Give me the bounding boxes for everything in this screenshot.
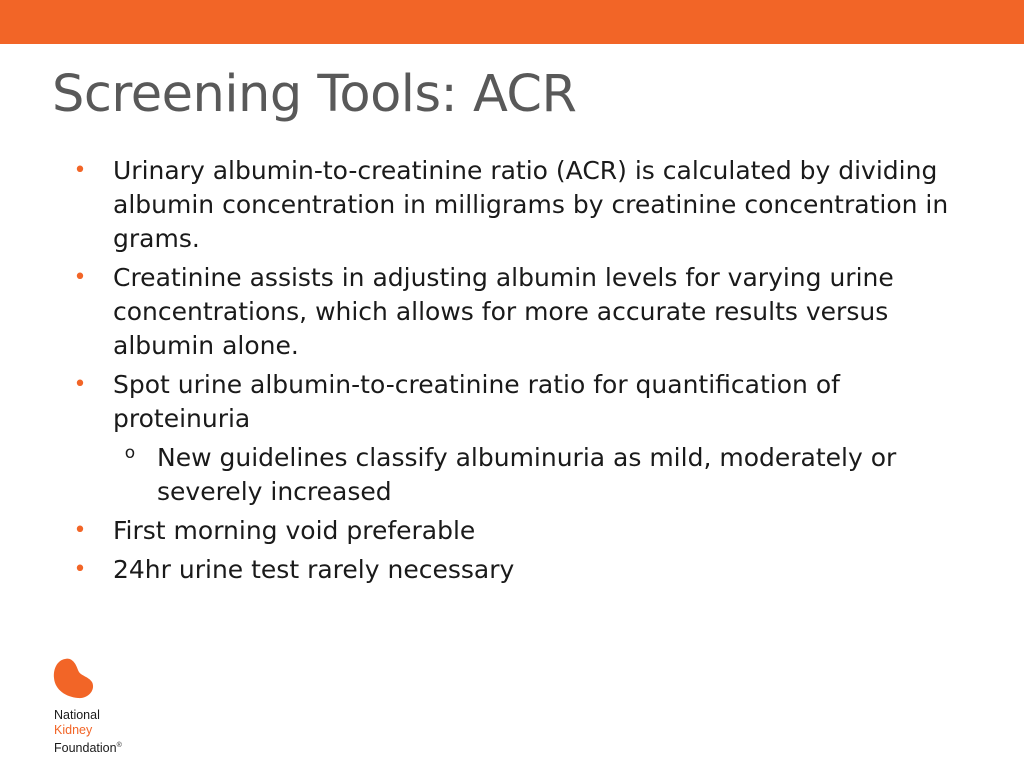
nkf-logo (52, 656, 162, 756)
logo-line-national: National (54, 708, 100, 722)
bullet-marker: • (73, 158, 87, 183)
bullet-text: Spot urine albumin-to-creatinine ratio for quantification of proteinuria (113, 370, 840, 433)
bullet-marker: • (73, 557, 87, 582)
logo-line-foundation (54, 738, 122, 756)
slide-title: Screening Tools: ACR (52, 65, 577, 124)
sub-bullet-item (0, 441, 1024, 509)
bullet-item (0, 154, 1024, 256)
bullet-item (0, 368, 1024, 436)
bullet-text: First morning void preferable (113, 516, 476, 545)
bullet-item (0, 553, 1024, 587)
bullet-text: Urinary albumin-to-creatinine ratio (ACR) is calculated by dividing albumin concentration in milligrams by creatinine concentration in grams. (113, 156, 949, 253)
registered-mark: ® (116, 742, 122, 749)
bullet-marker: • (73, 265, 87, 290)
sub-bullet-text: New guidelines classify albuminuria as mild, moderately or severely increased (157, 443, 897, 506)
bullet-text: 24hr urine test rarely necessary (113, 555, 515, 584)
sub-bullet-marker: o (124, 443, 136, 463)
logo-line-kidney: Kidney (54, 723, 93, 737)
bullet-list (0, 154, 1024, 592)
bullet-text: Creatinine assists in adjusting albumin levels for varying urine concentrations, which allows for more accurate results versus albumin alone. (113, 263, 894, 360)
bullet-item (0, 514, 1024, 548)
logo-wordmark (54, 708, 122, 756)
top-accent-bar (0, 0, 1024, 44)
bullet-marker: • (73, 372, 87, 397)
bullet-item (0, 261, 1024, 363)
bullet-marker: • (73, 518, 87, 543)
kidney-bean-icon (52, 656, 96, 700)
logo-foundation-text: Foundation (54, 741, 117, 756)
